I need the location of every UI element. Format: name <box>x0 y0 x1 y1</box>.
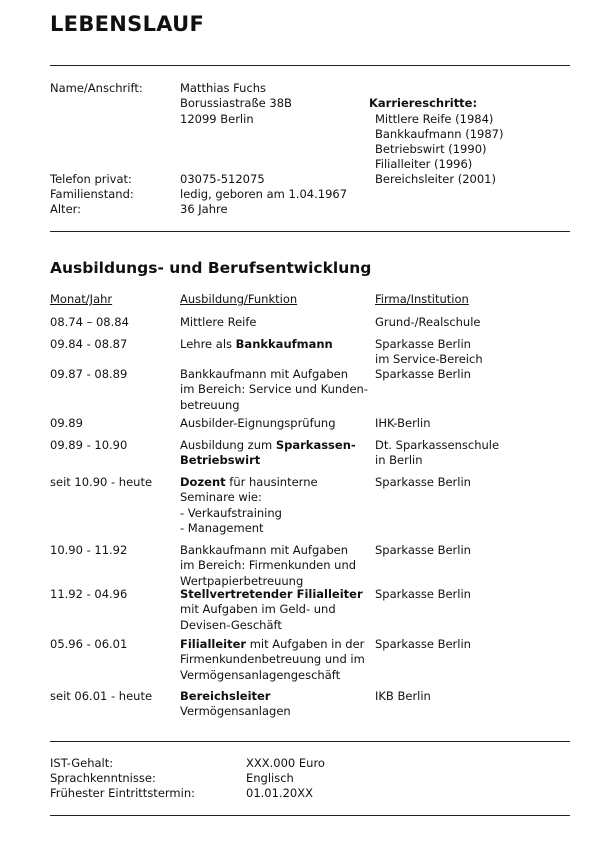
row-function-line <box>180 543 356 558</box>
row-function-line <box>180 367 368 382</box>
row-function <box>180 475 318 536</box>
row-function-text: Firmenkundenbetreuung und im <box>180 652 365 667</box>
phone-label: Telefon privat: <box>50 172 132 186</box>
row-company-line: Sparkasse Berlin <box>375 367 471 381</box>
row-function <box>180 543 356 589</box>
row-function-text: - Management <box>180 520 264 535</box>
section-title: Ausbildungs- und Berufsentwicklung <box>50 259 372 277</box>
row-function-text: Ausbildung zum <box>180 438 276 452</box>
career-step: Filialleiter (1996) <box>375 157 473 171</box>
phone-value: 03075-512075 <box>180 172 265 186</box>
divider <box>50 231 570 232</box>
row-function-bold: Bereichsleiter <box>180 689 271 703</box>
row-function-text: Wertpapierbetreuung <box>180 573 304 588</box>
row-function-line <box>180 416 336 431</box>
divider <box>50 741 570 742</box>
row-function-bold: Dozent <box>180 475 226 489</box>
row-date: 09.89 - 10.90 <box>50 438 128 452</box>
row-function-line <box>180 652 365 667</box>
row-company <box>375 416 430 431</box>
row-company-line: Sparkasse Berlin <box>375 337 471 351</box>
row-function-line <box>180 587 363 602</box>
row-function-bold: Betriebswirt <box>180 453 261 468</box>
row-function-line <box>180 618 363 633</box>
row-company-line: Sparkasse Berlin <box>375 475 471 489</box>
family-value: ledig, geboren am 1.04.1967 <box>180 187 348 201</box>
row-company <box>375 367 471 382</box>
row-company <box>375 637 471 652</box>
divider <box>50 815 570 816</box>
row-date: 05.96 - 06.01 <box>50 637 128 651</box>
row-function-line <box>180 689 291 704</box>
row-function-line <box>180 558 356 573</box>
row-function-line <box>180 382 368 397</box>
row-function-line <box>180 398 368 413</box>
column-header-function: Ausbildung/Funktion <box>180 292 298 306</box>
page-title: LEBENSLAUF <box>50 12 205 36</box>
row-function-text: Vermögensanlagengeschäft <box>180 667 341 682</box>
row-date: seit 10.90 - heute <box>50 475 153 489</box>
row-company-line: in Berlin <box>375 453 423 468</box>
row-company-line: IKB Berlin <box>375 689 431 703</box>
career-step: Bankkaufmann (1987) <box>375 127 504 141</box>
row-function-text: Mittlere Reife <box>180 315 257 329</box>
family-label: Familienstand: <box>50 187 134 201</box>
column-header-date: Monat/Jahr <box>50 292 113 306</box>
career-step: Betriebswirt (1990) <box>375 142 487 156</box>
row-function-text: im Bereich: Firmenkunden und <box>180 558 357 573</box>
row-function-line <box>180 668 365 683</box>
row-function-text: mit Aufgaben im Geld- und <box>180 602 336 617</box>
row-company-line: Dt. Sparkassenschule <box>375 438 500 452</box>
age-value: 36 Jahre <box>180 202 228 216</box>
age-label: Alter: <box>50 202 82 216</box>
row-function-line <box>180 337 333 352</box>
row-function-text: für hausinterne <box>225 475 318 489</box>
start-date-value: 01.01.20XX <box>246 786 313 800</box>
career-title: Karriereschritte: <box>369 96 478 110</box>
row-function <box>180 315 256 330</box>
career-step: Mittlere Reife (1984) <box>375 112 494 126</box>
row-function-line <box>180 704 291 719</box>
row-company <box>375 543 471 558</box>
row-company <box>375 587 471 602</box>
row-company <box>375 689 431 704</box>
row-function-text: Bankkaufmann mit Aufgaben <box>180 367 348 381</box>
row-function-line <box>180 475 318 490</box>
row-function-line <box>180 438 356 453</box>
row-function-bold: Bankkaufmann <box>235 337 333 351</box>
row-function-bold: Stellvertretender Filialleiter <box>180 587 363 601</box>
row-function-bold: Filialleiter <box>180 637 247 651</box>
row-function <box>180 416 336 431</box>
row-function <box>180 689 291 720</box>
row-function <box>180 438 356 469</box>
row-function-text: betreuung <box>180 397 240 412</box>
row-function <box>180 367 368 413</box>
salary-label: IST-Gehalt: <box>50 756 114 770</box>
name-label: Name/Anschrift: <box>50 81 143 95</box>
row-function-text: Seminare wie: <box>180 490 262 505</box>
row-function-text: Lehre als <box>180 337 236 351</box>
divider <box>50 65 570 66</box>
row-function <box>180 637 365 683</box>
row-function-text: Ausbilder-Eignungsprüfung <box>180 416 336 430</box>
row-date: 09.87 - 08.89 <box>50 367 128 381</box>
row-date: seit 06.01 - heute <box>50 689 153 703</box>
row-company <box>375 438 499 469</box>
row-function-line <box>180 315 256 330</box>
languages-label: Sprachkenntnisse: <box>50 771 156 785</box>
row-function-text: - Verkaufstraining <box>180 505 282 520</box>
row-company-line: IHK-Berlin <box>375 416 431 430</box>
languages-value: Englisch <box>246 771 294 785</box>
row-function-text: im Bereich: Service und Kunden- <box>180 382 368 397</box>
street-value: Borussiastraße 38B <box>180 96 292 110</box>
salary-value: XXX.000 Euro <box>246 756 325 770</box>
row-function-line <box>180 490 318 505</box>
row-date: 09.89 <box>50 416 83 430</box>
row-company-line: im Service-Bereich <box>375 352 483 367</box>
row-function-bold: Sparkassen- <box>275 438 356 452</box>
name-value: Matthias Fuchs <box>180 81 267 95</box>
row-company-line: Sparkasse Berlin <box>375 587 471 601</box>
start-date-label: Frühester Eintrittstermin: <box>50 786 195 800</box>
row-date: 08.74 – 08.84 <box>50 315 129 329</box>
row-function <box>180 337 333 352</box>
row-date: 09.84 - 08.87 <box>50 337 128 351</box>
row-function-text: Devisen-Geschäft <box>180 617 282 632</box>
row-company <box>375 337 483 368</box>
row-function-line <box>180 602 363 617</box>
column-header-company: Firma/Institution <box>375 292 469 306</box>
row-function-text: mit Aufgaben in der <box>246 637 365 651</box>
row-function-text: Vermögensanlagen <box>180 704 291 719</box>
row-company-line: Sparkasse Berlin <box>375 543 471 557</box>
row-date: 10.90 - 11.92 <box>50 543 128 557</box>
row-function-line <box>180 637 365 652</box>
row-function-text: Bankkaufmann mit Aufgaben <box>180 543 348 557</box>
row-date: 11.92 - 04.96 <box>50 587 128 601</box>
career-step: Bereichsleiter (2001) <box>375 172 496 186</box>
row-function-line <box>180 506 318 521</box>
row-function-line <box>180 521 318 536</box>
row-company-line: Grund-/Realschule <box>375 315 481 329</box>
row-company-line: Sparkasse Berlin <box>375 637 471 651</box>
row-function-line <box>180 453 356 468</box>
row-company <box>375 475 471 490</box>
city-value: 12099 Berlin <box>180 112 254 126</box>
row-function <box>180 587 363 633</box>
row-company <box>375 315 481 330</box>
